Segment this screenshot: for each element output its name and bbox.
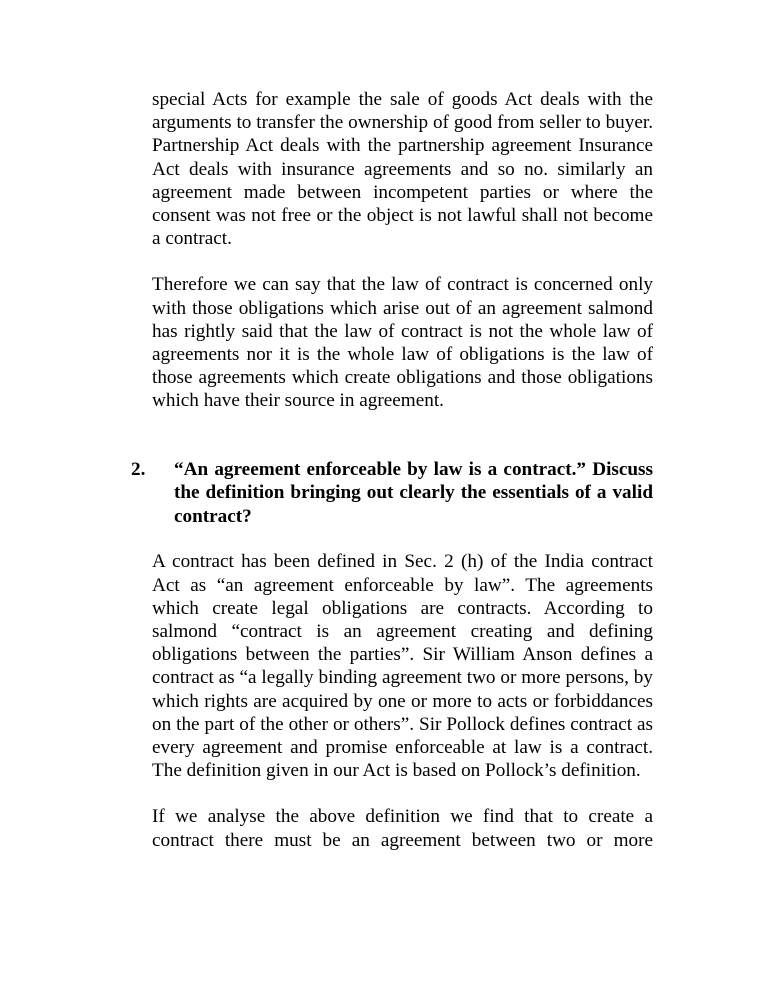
body-paragraph-1: special Acts for example the sale of goods Act deals with the arguments to transfer the ownership of good from seller to buyer. Partnership Act deals with the partnership agreement Insurance Act deals with insurance agreements and so no. similarly an agreement made between incompetent parties or where the consent was not free or the object is not lawful shall not become a contract. [152, 89, 653, 250]
body-paragraph-3: A contract has been defined in Sec. 2 (h) of the India contract Act as “an agreement enforceable by law”. The agreements which create legal obligations are contracts. According to salmond “contract is an agreement creating and defining obligations between the parties”. Sir William Anson defines a contract as “a legally binding agreement two or more persons, by which rights are acquired by one or more to acts or forbiddances on the part of the other or others”. Sir Pollock defines contract as every agreement and promise enforceable at law is a contract. The definition given in our Act is based on Pollock’s definition. [152, 551, 653, 782]
body-paragraph-4: If we analyse the above definition we find that to create a contract there must be an agreement between two or more [152, 806, 653, 851]
page-text-body [131, 88, 653, 852]
body-paragraph-2: Therefore we can say that the law of contract is concerned only with those obligations which arise out of an agreement salmond has rightly said that the law of contract is not the whole law of agreements nor it is the whole law of obligations is the law of those agreements which create obligations and those obligations which have their source in agreement. [152, 274, 653, 412]
question-text: “An agreement enforceable by law is a contract.” Discuss the definition bringing out clearly the essentials of a valid contract? [174, 458, 653, 527]
question-number: 2. [131, 458, 146, 480]
question-item-2 [131, 458, 653, 529]
